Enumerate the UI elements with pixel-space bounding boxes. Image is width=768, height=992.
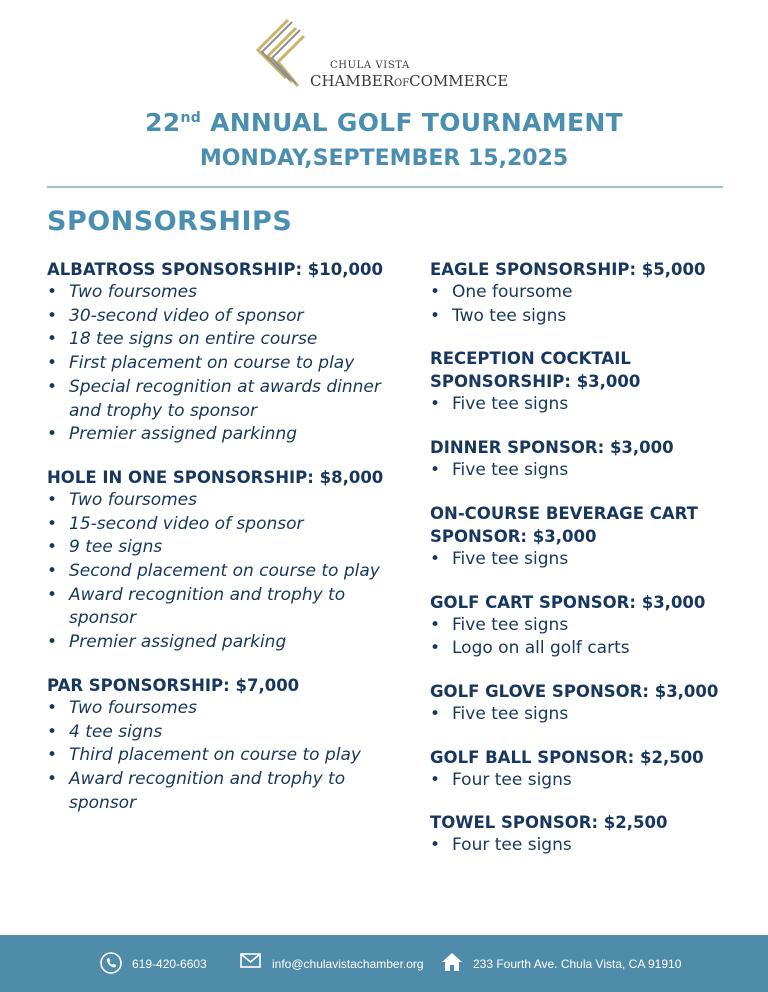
benefit-item bbox=[430, 305, 750, 329]
benefit-list bbox=[430, 834, 750, 858]
benefit-item bbox=[430, 281, 750, 305]
benefit-item bbox=[430, 637, 750, 661]
sponsorship-block bbox=[430, 347, 750, 417]
bullet-icon: • bbox=[47, 721, 58, 742]
sponsorship-heading: RECEPTION COCKTAIL SPONSORSHIP: $3,000 bbox=[430, 349, 641, 392]
benefit-text: 9 tee signs bbox=[69, 537, 163, 558]
benefit-text: Premier assigned parkinng bbox=[69, 424, 298, 445]
benefit-item bbox=[430, 703, 750, 727]
footer-bar: 619-420-6603 info@chulavistachamber.org 233 Fourth Ave. Chula Vista, CA 91910 bbox=[0, 935, 768, 992]
benefit-item bbox=[47, 560, 417, 584]
benefit-item bbox=[47, 423, 417, 447]
benefit-item bbox=[47, 584, 417, 631]
bullet-icon: • bbox=[430, 548, 441, 569]
bullet-icon: • bbox=[430, 638, 441, 659]
sponsorship-block bbox=[430, 811, 750, 858]
sponsorship-block bbox=[47, 674, 417, 816]
divider bbox=[47, 186, 723, 188]
home-icon bbox=[441, 952, 463, 972]
benefit-item bbox=[47, 352, 417, 376]
benefit-item bbox=[47, 697, 417, 721]
benefit-item bbox=[47, 768, 417, 815]
bullet-icon: • bbox=[47, 513, 58, 534]
benefit-text: Two foursomes bbox=[69, 282, 197, 302]
benefit-text: 30-second video of sponsor bbox=[69, 305, 304, 326]
benefit-text: Third placement on course to play bbox=[69, 745, 361, 766]
bullet-icon: • bbox=[430, 460, 441, 481]
benefit-item bbox=[47, 721, 417, 745]
bullet-icon: • bbox=[47, 305, 58, 326]
sponsorship-heading: DINNER SPONSOR: $3,000 bbox=[430, 438, 674, 458]
benefit-text: Two tee signs bbox=[452, 305, 567, 326]
bullet-icon: • bbox=[47, 768, 58, 789]
benefit-text: 18 tee signs on entire course bbox=[69, 329, 318, 350]
sponsorship-heading: TOWEL SPONSOR: $2,500 bbox=[430, 813, 668, 833]
benefit-list bbox=[430, 281, 750, 328]
benefit-item bbox=[47, 536, 417, 560]
benefit-text: Premier assigned parking bbox=[69, 632, 287, 653]
bullet-icon: • bbox=[47, 745, 58, 766]
benefit-item bbox=[47, 305, 417, 329]
bullet-icon: • bbox=[47, 282, 58, 302]
sponsorship-block bbox=[430, 502, 750, 572]
benefit-item bbox=[47, 328, 417, 352]
bullet-icon: • bbox=[430, 614, 441, 635]
benefit-text: 4 tee signs bbox=[69, 721, 163, 742]
bullet-icon: • bbox=[430, 305, 441, 326]
sponsorship-block bbox=[430, 436, 750, 483]
tournament-date: MONDAY,SEPTEMBER 15,2025 bbox=[199, 146, 569, 171]
sponsorship-heading: GOLF BALL SPONSOR: $2,500 bbox=[430, 747, 704, 767]
benefit-list bbox=[47, 281, 417, 447]
sponsorship-heading: EAGLE SPONSORSHIP: $5,000 bbox=[430, 260, 706, 279]
benefit-text: Special recognition at awards dinner and trophy to sponsor bbox=[69, 376, 381, 421]
bullet-icon: • bbox=[47, 537, 58, 558]
benefit-list bbox=[430, 393, 750, 417]
sponsorship-heading: GOLF GLOVE SPONSOR: $3,000 bbox=[430, 681, 719, 701]
sponsorship-heading: ON-COURSE BEVERAGE CART SPONSOR: $3,000 bbox=[430, 503, 698, 546]
benefit-text: Four tee signs bbox=[452, 835, 572, 856]
bullet-icon: • bbox=[47, 561, 58, 582]
sponsorship-block bbox=[47, 466, 417, 655]
benefit-text: Five tee signs bbox=[452, 614, 569, 635]
benefit-list bbox=[430, 548, 750, 572]
benefit-item bbox=[430, 459, 750, 483]
benefit-item bbox=[430, 769, 750, 793]
benefit-list bbox=[47, 697, 417, 816]
bullet-icon: • bbox=[47, 376, 58, 397]
benefit-item bbox=[430, 614, 750, 638]
benefit-text: Second placement on course to play bbox=[69, 561, 380, 582]
benefit-list bbox=[430, 459, 750, 483]
section-title: SPONSORSHIPS bbox=[47, 206, 293, 237]
benefit-text: Award recognition and trophy to sponsor bbox=[69, 584, 346, 629]
bullet-icon: • bbox=[47, 353, 58, 374]
benefit-text: Four tee signs bbox=[452, 769, 572, 790]
benefit-item bbox=[47, 489, 417, 513]
benefit-item bbox=[430, 548, 750, 572]
phone-icon bbox=[100, 952, 122, 974]
sponsorship-heading: HOLE IN ONE SPONSORSHIP: $8,000 bbox=[47, 467, 384, 487]
benefit-text: Five tee signs bbox=[452, 548, 569, 569]
sponsorship-block bbox=[47, 258, 417, 447]
sponsorship-heading: ALBATROSS SPONSORSHIP: $10,000 bbox=[47, 260, 383, 279]
benefit-list bbox=[430, 614, 750, 661]
benefit-item bbox=[47, 376, 417, 423]
logo-city: CHULA VISTA bbox=[330, 60, 410, 71]
sponsorship-block bbox=[430, 591, 750, 661]
benefit-list bbox=[430, 769, 750, 793]
sponsorship-block bbox=[430, 680, 750, 727]
benefit-text: Award recognition and trophy to sponsor bbox=[69, 768, 346, 813]
bullet-icon: • bbox=[47, 329, 58, 350]
sponsorship-block bbox=[430, 258, 750, 328]
sponsorship-block bbox=[430, 746, 750, 793]
left-column bbox=[47, 258, 417, 834]
benefit-list bbox=[430, 703, 750, 727]
benefit-text: Five tee signs bbox=[452, 460, 569, 481]
benefit-item bbox=[47, 744, 417, 768]
bullet-icon: • bbox=[430, 769, 441, 790]
logo-name: CHAMBEROFCOMMERCE bbox=[310, 72, 509, 90]
bullet-icon: • bbox=[47, 584, 58, 605]
bullet-icon: • bbox=[47, 697, 58, 718]
bullet-icon: • bbox=[430, 394, 441, 415]
benefit-text: Two foursomes bbox=[69, 489, 197, 510]
bullet-icon: • bbox=[47, 632, 58, 653]
benefit-text: One foursome bbox=[452, 282, 573, 302]
envelope-icon bbox=[240, 952, 262, 970]
tournament-title: 22nd ANNUAL GOLF TOURNAMENT bbox=[145, 108, 623, 137]
benefit-text: 15-second video of sponsor bbox=[69, 513, 304, 534]
benefit-text: Five tee signs bbox=[452, 703, 569, 724]
bullet-icon: • bbox=[47, 489, 58, 510]
bullet-icon: • bbox=[430, 703, 441, 724]
sponsorship-heading: PAR SPONSORSHIP: $7,000 bbox=[47, 675, 300, 695]
chamber-logo bbox=[252, 18, 522, 96]
benefit-text: First placement on course to play bbox=[69, 353, 355, 374]
right-column bbox=[430, 258, 750, 877]
benefit-item bbox=[47, 631, 417, 655]
bullet-icon: • bbox=[430, 835, 441, 856]
benefit-item bbox=[47, 513, 417, 537]
benefit-text: Five tee signs bbox=[452, 394, 569, 415]
benefit-item bbox=[430, 834, 750, 858]
sponsorship-heading: GOLF CART SPONSOR: $3,000 bbox=[430, 592, 706, 612]
bullet-icon: • bbox=[47, 424, 58, 445]
bullet-icon: • bbox=[430, 282, 441, 302]
benefit-text: Logo on all golf carts bbox=[452, 638, 630, 659]
benefit-item bbox=[47, 281, 417, 305]
benefit-list bbox=[47, 489, 417, 655]
benefit-item bbox=[430, 393, 750, 417]
benefit-text: Two foursomes bbox=[69, 697, 197, 718]
